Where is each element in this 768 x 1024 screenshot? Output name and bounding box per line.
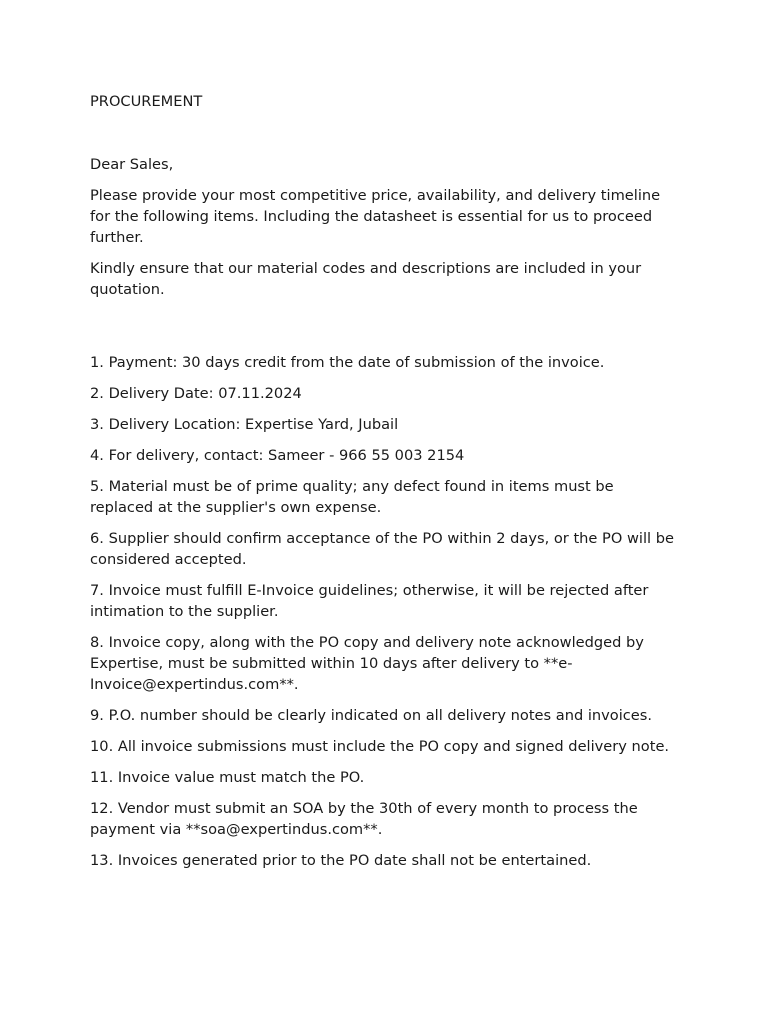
term-item-soa: 12. Vendor must submit an SOA by the 30th of every month to process the payment via **soa@expertindus.com**. <box>90 800 638 838</box>
term-item-po-number: 9. P.O. number should be clearly indicated on all delivery notes and invoices. <box>90 707 653 724</box>
intro-paragraph-request: Please provide your most competitive price, availability, and delivery timeline for the following items. Including the datasheet is essential for us to proceed further. <box>90 187 661 246</box>
term-item-e-invoice: 7. Invoice must fulfill E-Invoice guidelines; otherwise, it will be rejected after intimation to the supplier. <box>90 582 649 620</box>
term-item-invoice-date: 13. Invoices generated prior to the PO date shall not be entertained. <box>90 852 592 869</box>
term-item-material-quality: 5. Material must be of prime quality; any defect found in items must be replaced at the supplier's own expense. <box>90 478 614 516</box>
intro-section <box>90 185 680 300</box>
term-item-invoice-submission: 8. Invoice copy, along with the PO copy and delivery note acknowledged by Expertise, must be submitted within 10 days after delivery to **e-Invoice@expertindus.com**. <box>90 634 644 693</box>
term-item-invoice-documents: 10. All invoice submissions must include the PO copy and signed delivery note. <box>90 738 670 755</box>
document-heading: PROCUREMENT <box>90 93 203 110</box>
term-item-delivery-location: 3. Delivery Location: Expertise Yard, Jubail <box>90 416 399 433</box>
intro-paragraph-codes: Kindly ensure that our material codes and descriptions are included in your quotation. <box>90 260 642 298</box>
term-item-payment: 1. Payment: 30 days credit from the date of submission of the invoice. <box>90 354 605 371</box>
document-page <box>90 91 680 881</box>
terms-list <box>90 352 680 871</box>
term-item-invoice-value: 11. Invoice value must match the PO. <box>90 769 365 786</box>
greeting: Dear Sales, <box>90 156 174 173</box>
term-item-delivery-contact: 4. For delivery, contact: Sameer - 966 55 003 2154 <box>90 447 465 464</box>
term-item-delivery-date: 2. Delivery Date: 07.11.2024 <box>90 385 302 402</box>
term-item-po-acceptance: 6. Supplier should confirm acceptance of the PO within 2 days, or the PO will be considered accepted. <box>90 530 674 568</box>
